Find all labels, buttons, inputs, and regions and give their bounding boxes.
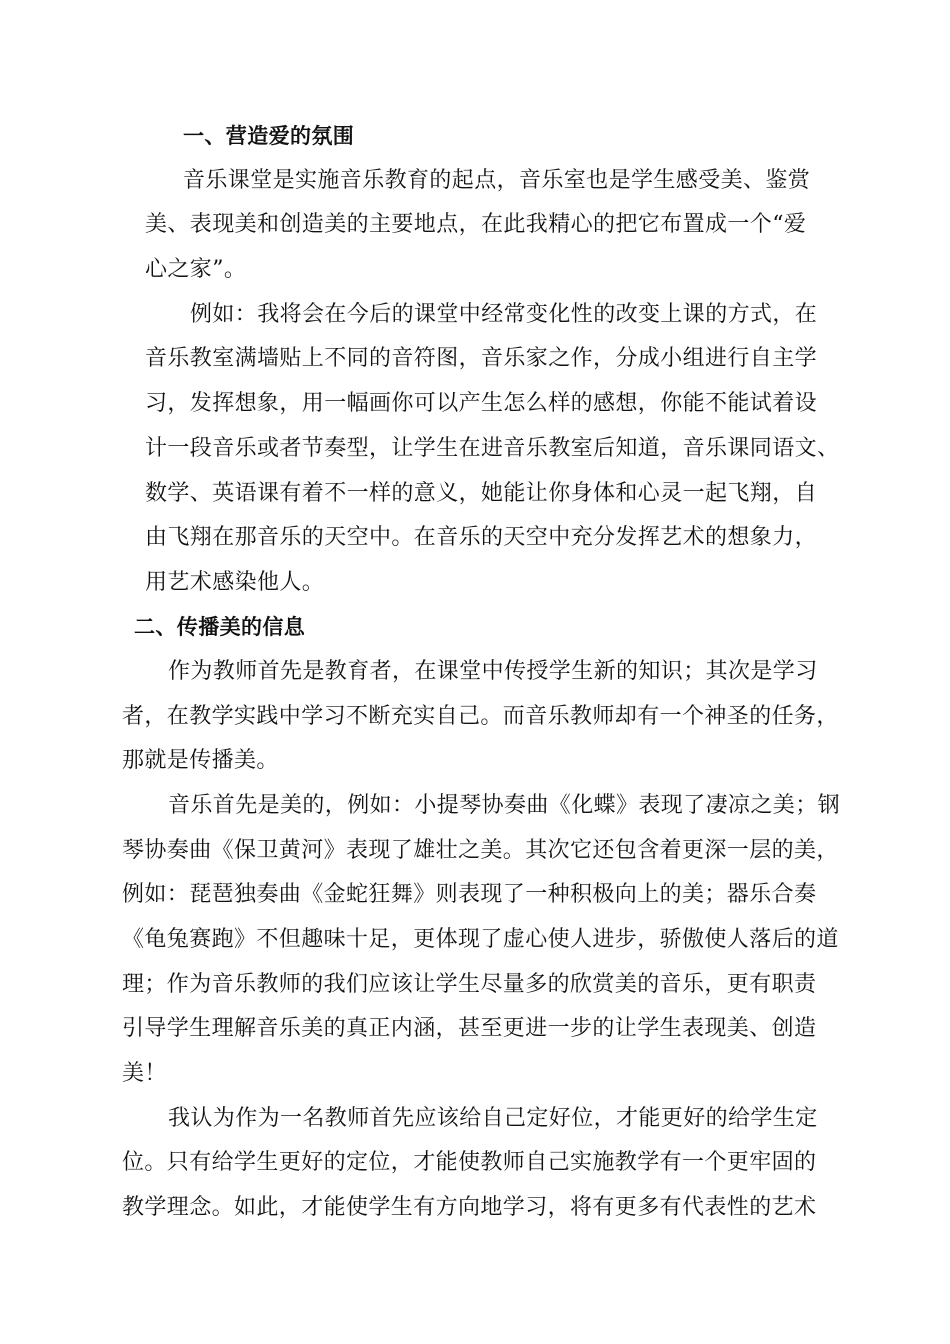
paragraph-line: 用艺术感染他人。 — [145, 570, 325, 595]
paragraph-line: 由飞翔在那音乐的天空中。在音乐的天空中充分发挥艺术的想象力， — [145, 525, 818, 550]
paragraph-line: 例如：琵琶独奏曲《金蛇狂舞》则表现了一种积极向上的美；器乐合奏 — [122, 882, 817, 907]
paragraph-line: 理；作为音乐教师的我们应该让学生尽量多的欣赏美的音乐，更有职责 — [122, 972, 817, 997]
paragraph-line: 计一段音乐或者节奏型，让学生在进音乐教室后知道，音乐课同语文、 — [145, 436, 840, 461]
section-2-heading: 二、传播美的信息 — [134, 615, 306, 639]
paragraph-line: 例如：我将会在今后的课堂中经常变化性的改变上课的方式，在 — [190, 302, 818, 327]
paragraph-line: 作为教师首先是教育者，在课堂中传授学生新的知识；其次是学习 — [168, 659, 818, 684]
paragraph-line: 音乐首先是美的，例如：小提琴协奏曲《化蝶》表现了凄凉之美；钢 — [168, 793, 841, 818]
paragraph-line: 美！ — [122, 1061, 167, 1086]
paragraph-line: 心之家”。 — [145, 257, 247, 282]
paragraph-line: 音乐课堂是实施音乐教育的起点，音乐室也是学生感受美、鉴赏 — [183, 168, 811, 193]
paragraph-line: 琴协奏曲《保卫黄河》表现了雄壮之美。其次它还包含着更深一层的美， — [122, 838, 839, 863]
paragraph-line: 音乐教室满墙贴上不同的音符图，音乐家之作，分成小组进行自主学 — [145, 346, 818, 371]
paragraph-line: 引导学生理解音乐美的真正内涵，甚至更进一步的让学生表现美、创造 — [122, 1016, 817, 1041]
paragraph-line: 那就是传播美。 — [122, 748, 279, 773]
section-1-heading: 一、营造爱的氛围 — [183, 124, 355, 148]
paragraph-line: 美、表现美和创造美的主要地点，在此我精心的把它布置成一个“爱 — [145, 212, 807, 237]
paragraph-line: 我认为作为一名教师首先应该给自己定好位，才能更好的给学生定 — [168, 1106, 818, 1131]
paragraph-line: 教学理念。如此，才能使学生有方向地学习，将有更多有代表性的艺术 — [122, 1195, 817, 1220]
paragraph-line: 数学、英语课有着不一样的意义，她能让你身体和心灵一起飞翔，自 — [145, 481, 818, 506]
paragraph-line: 《龟兔赛跑》不但趣味十足，更体现了虚心使人进步，骄傲使人落后的道 — [122, 927, 839, 952]
paragraph-line: 习，发挥想象，用一幅画你可以产生怎么样的感想，你能不能试着设 — [145, 391, 818, 416]
paragraph-line: 位。只有给学生更好的定位，才能使教师自己实施教学有一个更牢固的 — [122, 1150, 817, 1175]
paragraph-line: 者，在教学实践中学习不断充实自己。而音乐教师却有一个神圣的任务， — [122, 704, 839, 729]
